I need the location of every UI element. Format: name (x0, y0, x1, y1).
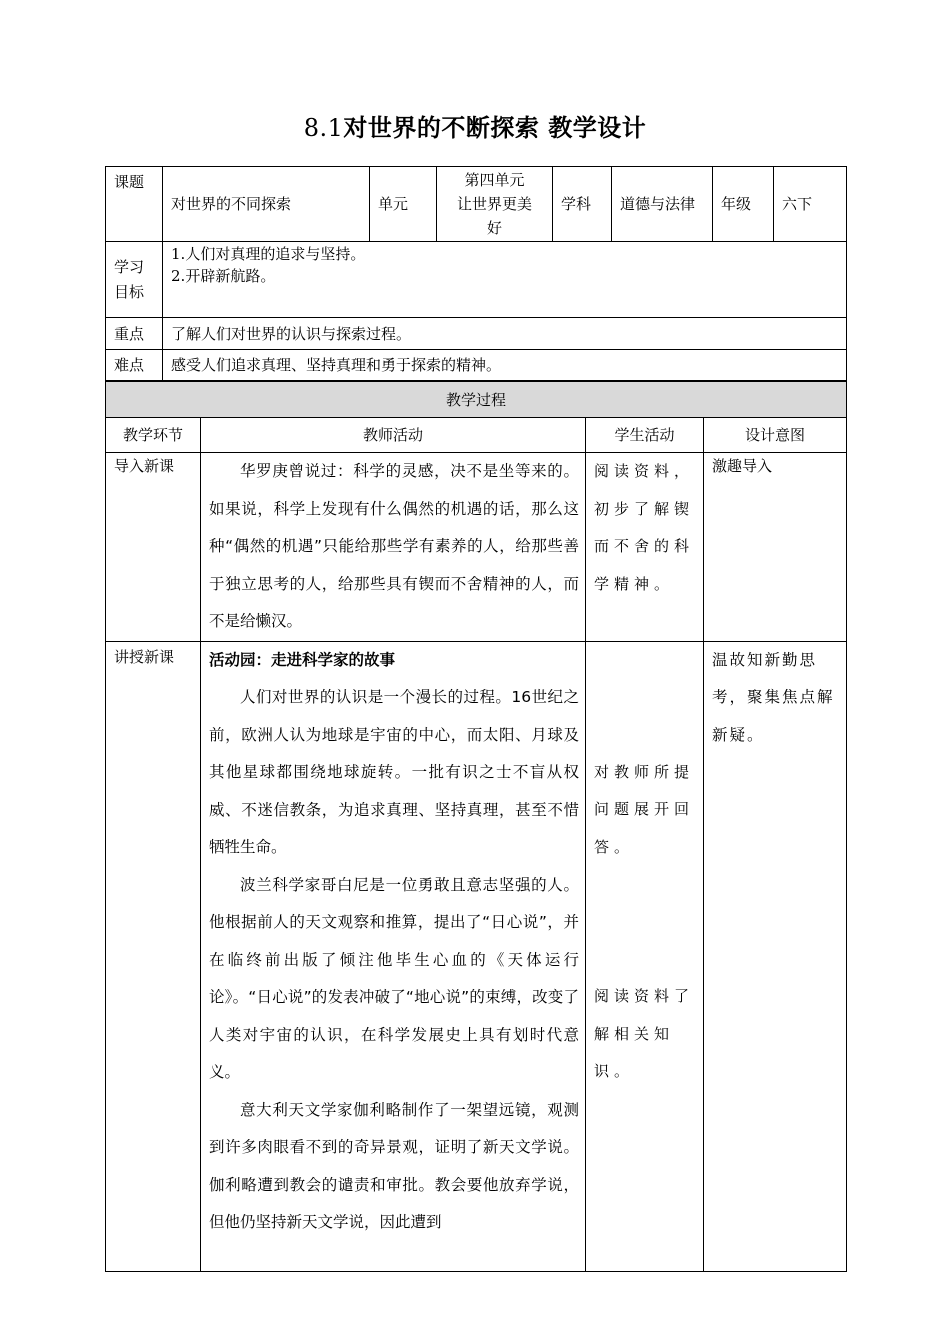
unit-value-line-1: 第四单元 (464, 171, 525, 189)
unit-label: 单元 (370, 167, 437, 242)
student-intro: 阅读资料，初步了解锲而不舍的科学精神。 (586, 453, 704, 642)
goals-label-line-1: 学习 (114, 257, 145, 276)
design-teach: 温故知新勤思考，聚集焦点解新疑。 (704, 641, 847, 1271)
col-teacher: 教师活动 (201, 418, 586, 453)
teacher-teach-heading: 活动园：走进科学家的故事 (209, 650, 396, 669)
process-table (105, 381, 847, 1272)
grade-label: 年级 (713, 167, 774, 242)
goals-label (106, 242, 163, 318)
stage-teach: 讲授新课 (106, 641, 201, 1271)
unit-value (437, 167, 553, 242)
subject-label: 学科 (553, 167, 612, 242)
key-value: 了解人们对世界的认识与探索过程。 (163, 318, 847, 350)
teacher-intro-paragraph: 华罗庚曾说过：科学的灵感，决不是坐等来的。如果说，科学上发现有什么偶然的机遇的话，那么这种“偶然的机遇”只能给那些学有素养的人，给那些善于独立思考的人，给那些具有锲而不舍精神的人，而不是给懒汉。 (209, 462, 579, 630)
subject-value: 道德与法律 (612, 167, 713, 242)
teacher-intro (201, 453, 586, 642)
teacher-teach-paragraph: 人们对世界的认识是一个漫长的过程。16世纪之前，欧洲人认为地球是宇宙的中心，而太阳、月球及其他星球都围绕地球旋转。一批有识之士不盲从权威、不迷信教条，为追求真理、坚持真理，甚至不惜牺牲生命。 (209, 688, 579, 856)
goal-item: 2.开辟新航路。 (171, 267, 276, 285)
goals-label-line-2: 目标 (114, 282, 145, 301)
info-table (105, 166, 847, 381)
page-title (0, 108, 950, 143)
grade-value: 六下 (774, 167, 847, 242)
stage-intro: 导入新课 (106, 453, 201, 642)
topic-value: 对世界的不同探索 (163, 167, 370, 242)
unit-value-line-2: 让世界更美 (456, 195, 532, 213)
student-teach-answer: 对教师所提问题展开回答。 (594, 762, 695, 856)
col-design: 设计意图 (704, 418, 847, 453)
col-stage: 教学环节 (106, 418, 201, 453)
difficult-label: 难点 (106, 350, 163, 381)
difficult-value: 感受人们追求真理、坚持真理和勇于探索的精神。 (163, 350, 847, 381)
goal-item: 1.人们对真理的追求与坚持。 (171, 245, 366, 263)
title-number: 8.1 (303, 114, 344, 142)
key-label: 重点 (106, 318, 163, 350)
topic-label: 课题 (106, 167, 163, 242)
student-teach-reading: 阅读资料了解相关知识。 (594, 987, 695, 1080)
teacher-teach-paragraph: 意大利天文学家伽利略制作了一架望远镜，观测到许多肉眼看不到的奇异景观，证明了新天文学说。伽利略遭到教会的谴责和审批。教会要他放弃学说，但他仍坚持新天文学说，因此遭到 (209, 1100, 579, 1231)
teacher-teach-paragraph: 波兰科学家哥白尼是一位勇敢且意志坚强的人。他根据前人的天文观察和推算，提出了“日心说”，并在临终前出版了倾注他毕生心血的《天体运行论》。“日心说”的发表冲破了“地心说”的束缚，改变了人类对宇宙的认识，在科学发展史上具有划时代意义。 (209, 875, 579, 1081)
unit-value-line-3: 好 (486, 219, 502, 237)
title-text: 对世界的不断探索 教学设计 (343, 114, 647, 142)
col-student: 学生活动 (586, 418, 704, 453)
student-teach (586, 641, 704, 1271)
goals-list (163, 242, 847, 318)
teacher-teach (201, 641, 586, 1271)
design-intro: 激趣导入 (704, 453, 847, 642)
process-header: 教学过程 (106, 382, 847, 418)
